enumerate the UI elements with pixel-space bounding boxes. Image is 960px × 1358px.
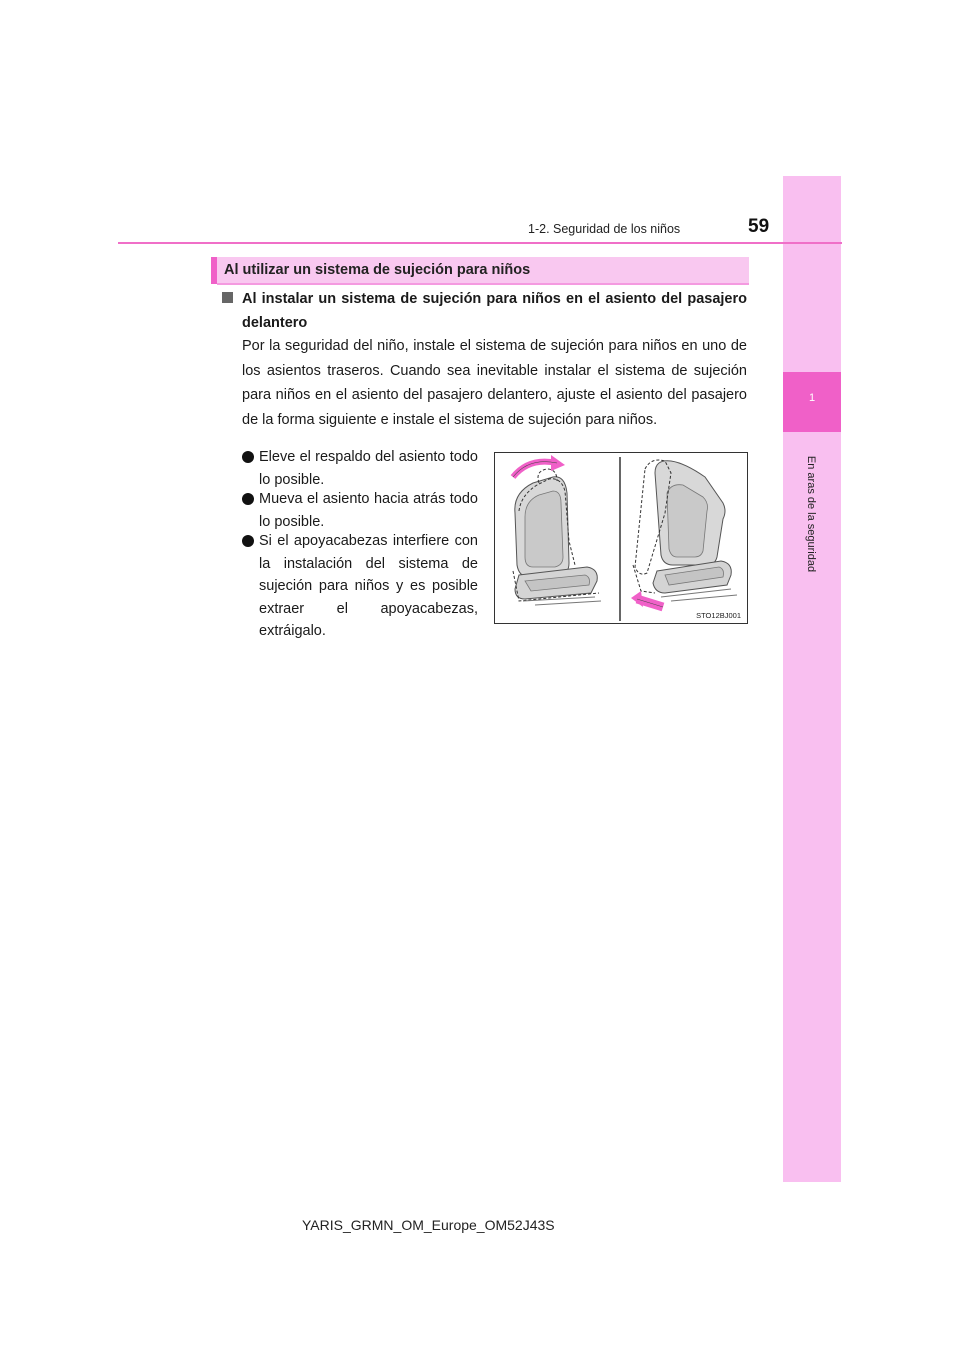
document-footer: YARIS_GRMN_OM_Europe_OM52J43S: [302, 1217, 555, 1233]
list-item: [242, 488, 478, 533]
round-bullet-icon: [242, 493, 254, 505]
list-item-text: Mueva el asiento hacia atrás todo lo posible.: [259, 491, 478, 530]
chapter-number: 1: [808, 392, 816, 404]
list-item-text: Si el apoyacabezas interfiere con la instalación del sistema de sujeción para niños y es posible extraer el apoyacabezas, extráigalo.: [259, 533, 478, 639]
figure-code: STO12BJ001: [696, 611, 741, 620]
chapter-side-tab: [783, 176, 841, 1182]
chapter-title: En aras de la seguridad: [805, 455, 817, 573]
list-item: [242, 530, 478, 643]
round-bullet-icon: [242, 535, 254, 547]
topic-banner-accent: [211, 257, 217, 284]
list-item: [242, 446, 478, 491]
topic-banner-underline: [217, 283, 749, 285]
seat-upright-drawing: [513, 455, 601, 605]
section-label: 1-2. Seguridad de los niños: [528, 222, 681, 236]
body-paragraph: Por la seguridad del niño, instale el sistema de sujeción para niños en uno de los asientos traseros. Cuando sea inevitable instalar el sistema de sujeción para niños en el asiento del pasajero delantero, ajuste el asiento del pasajero de la forma siguiente e instale el sistema de sujeción para niños.: [242, 338, 747, 428]
page-number: 59: [748, 216, 770, 237]
seat-illustration-drawing: [495, 453, 749, 625]
square-bullet-icon: [222, 292, 233, 303]
seat-rearward-drawing: [631, 460, 737, 607]
header-rule: [118, 242, 842, 244]
topic-banner-title: Al utilizar un sistema de sujeción para niños: [224, 262, 531, 278]
subsection-heading: Al instalar un sistema de sujeción para niños en el asiento del pasajero delantero: [242, 291, 747, 331]
seat-adjustment-illustration: [494, 452, 748, 624]
list-item-text: Eleve el respaldo del asiento todo lo posible.: [259, 449, 478, 488]
round-bullet-icon: [242, 451, 254, 463]
